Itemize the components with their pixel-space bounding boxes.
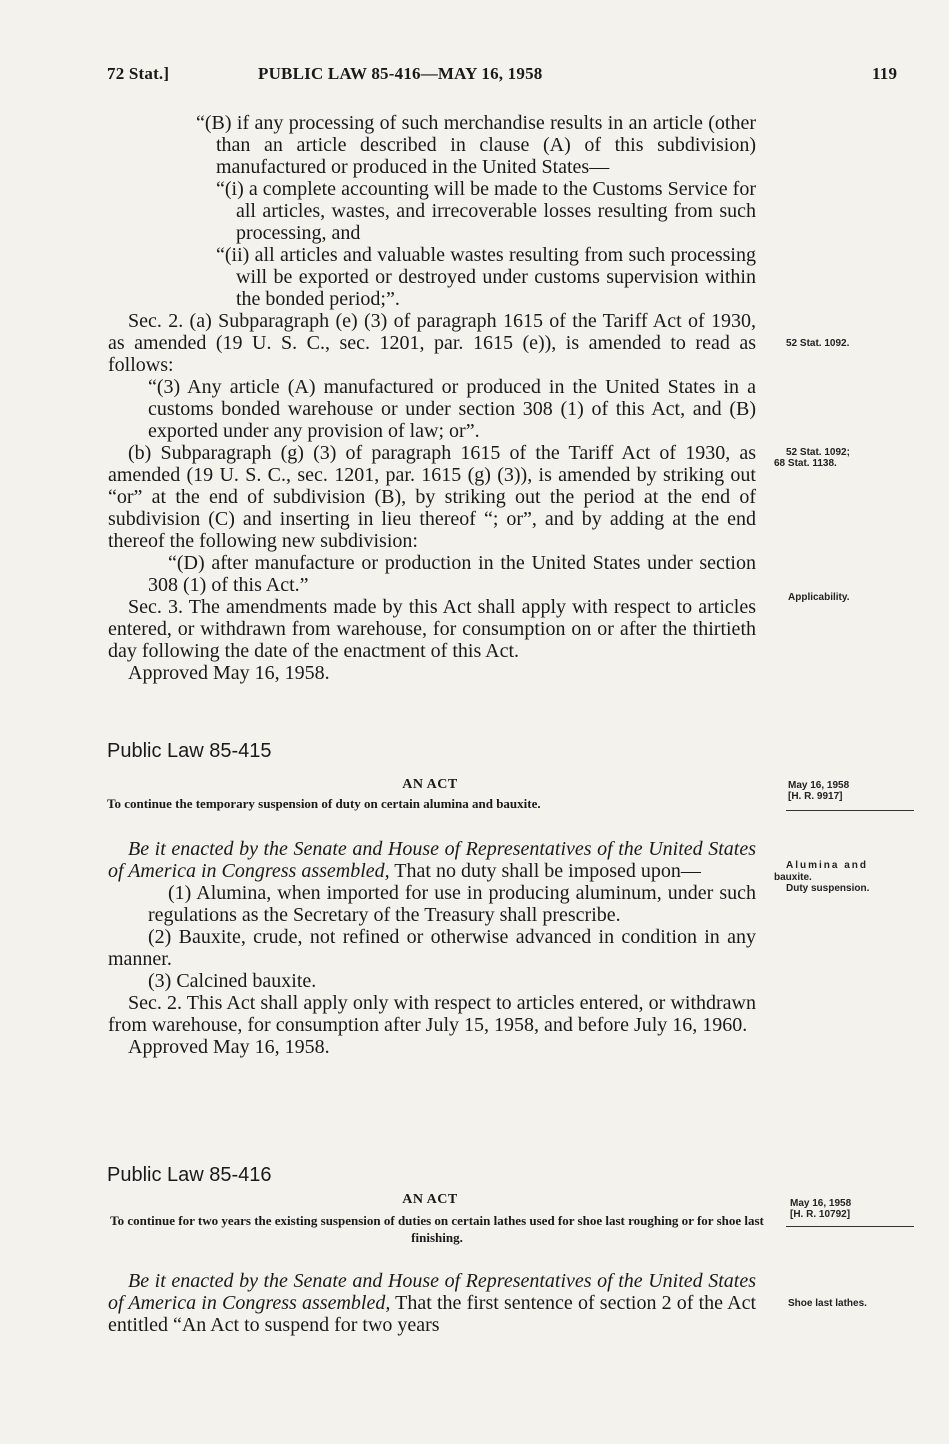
margin-note-stat-a: 52 Stat. 1092;	[786, 447, 850, 458]
margin-note-stat-b: 68 Stat. 1138.	[774, 458, 837, 469]
para-b: “(B) if any processing of such merchandise results in an article (other than an article described in clause (A) of this subdivision) manufactured or produced in the United States—	[196, 112, 756, 178]
para-b-ii: “(ii) all articles and valuable wastes resulting from such processing will be exported or destroyed under customs supervision within the bonded period;”.	[216, 244, 756, 310]
law416-title: Public Law 85-416	[107, 1164, 272, 1186]
law415-sec2: Sec. 2. This Act shall apply only with respect to articles entered, or withdrawn from warehouse, for consumption after July 15, 1958, and before July 16, 1960.	[108, 992, 756, 1036]
para-b-i: “(i) a complete accounting will be made to the Customs Service for all articles, wastes, and irrecoverable losses resulting from such processing, and	[216, 178, 756, 244]
margin-rule-415	[786, 810, 914, 811]
margin-note-alumina: Alumina and	[786, 860, 869, 871]
margin-note-hr-415: [H. R. 9917]	[788, 791, 843, 802]
header-title: PUBLIC LAW 85-416—MAY 16, 1958	[258, 64, 543, 83]
law415-enact	[108, 838, 756, 882]
margin-note-hr-416: [H. R. 10792]	[790, 1209, 851, 1220]
page-number: 119	[872, 64, 898, 83]
law415-body	[108, 838, 756, 1058]
law416-purpose: To continue for two years the existing suspension of duties on certain lathes used for shoe last roughing or for shoe last finishing.	[110, 1213, 764, 1245]
law416-enact-rest: That the first sentence of section 2 of the Act entitled “An Act to suspend for two years	[108, 1292, 757, 1336]
margin-rule-416	[786, 1226, 914, 1227]
law416-enact-italic: Be it enacted by the Senate and House of Representatives of the United States of America in Congress assembled,	[108, 1270, 756, 1314]
margin-note-shoe-lathes: Shoe last lathes.	[788, 1298, 867, 1309]
law415-enact-rest: That no duty shall be imposed upon—	[389, 860, 701, 882]
approved-1: Approved May 16, 1958.	[128, 662, 330, 684]
law415-title: Public Law 85-415	[107, 740, 272, 762]
margin-note-duty-suspension: Duty suspension.	[786, 883, 870, 894]
sec2b: (b) Subparagraph (g) (3) of paragraph 1615 of the Tariff Act of 1930, as amended (19 U. S. C., sec. 1201, par. 1615 (g) (3)), is amended by striking out “or” at the end of subdivision (B), by striking out the period at the end of subdivision (C) and inserting in lieu thereof “; or”, and by adding at the end thereof the following new subdivision:	[108, 442, 756, 552]
law415-item2: (2) Bauxite, crude, not refined or otherwise advanced in condition in any manner.	[108, 926, 756, 970]
header-stat-ref: 72 Stat.]	[107, 64, 170, 83]
sec2a-quote: “(3) Any article (A) manufactured or produced in the United States in a customs bonded warehouse or under section 308 (1) of this Act, and (B) exported under any provision of law; or”.	[148, 376, 756, 442]
sec2b-quote: “(D) after manufacture or production in the United States under section 308 (1) of this Act.”	[148, 552, 756, 596]
margin-note-date-416: May 16, 1958	[790, 1198, 852, 1209]
sec3: Sec. 3. The amendments made by this Act shall apply with respect to articles entered, or withdrawn from warehouse, for consumption on or after the thirtieth day following the date of the enactment of this Act.	[108, 596, 756, 662]
law415-item1: (1) Alumina, when imported for use in producing aluminum, under such regulations as the Secretary of the Treasury shall prescribe.	[148, 882, 756, 926]
law416-an-act: AN ACT	[402, 1192, 458, 1207]
margin-note-52-stat: 52 Stat. 1092.	[786, 338, 850, 349]
law415-an-act: AN ACT	[402, 777, 458, 792]
sec2a: Sec. 2. (a) Subparagraph (e) (3) of paragraph 1615 of the Tariff Act of 1930, as amended (19 U. S. C., sec. 1201, par. 1615 (e)), is amended to read as follows:	[108, 310, 756, 376]
top-body	[108, 112, 756, 684]
margin-note-date-415: May 16, 1958	[788, 780, 850, 791]
law415-item3: (3) Calcined bauxite.	[148, 970, 317, 992]
law415-approved: Approved May 16, 1958.	[128, 1036, 330, 1058]
law415-enact-italic: Be it enacted by the Senate and House of Representatives of the United States of America in Congress assembled,	[108, 838, 756, 882]
law415-purpose: To continue the temporary suspension of duty on certain alumina and bauxite.	[107, 796, 541, 811]
law416-enact	[108, 1270, 756, 1336]
margin-note-bauxite: bauxite.	[774, 872, 812, 883]
law416-body	[108, 1270, 756, 1336]
margin-note-applicability: Applicability.	[788, 592, 850, 603]
